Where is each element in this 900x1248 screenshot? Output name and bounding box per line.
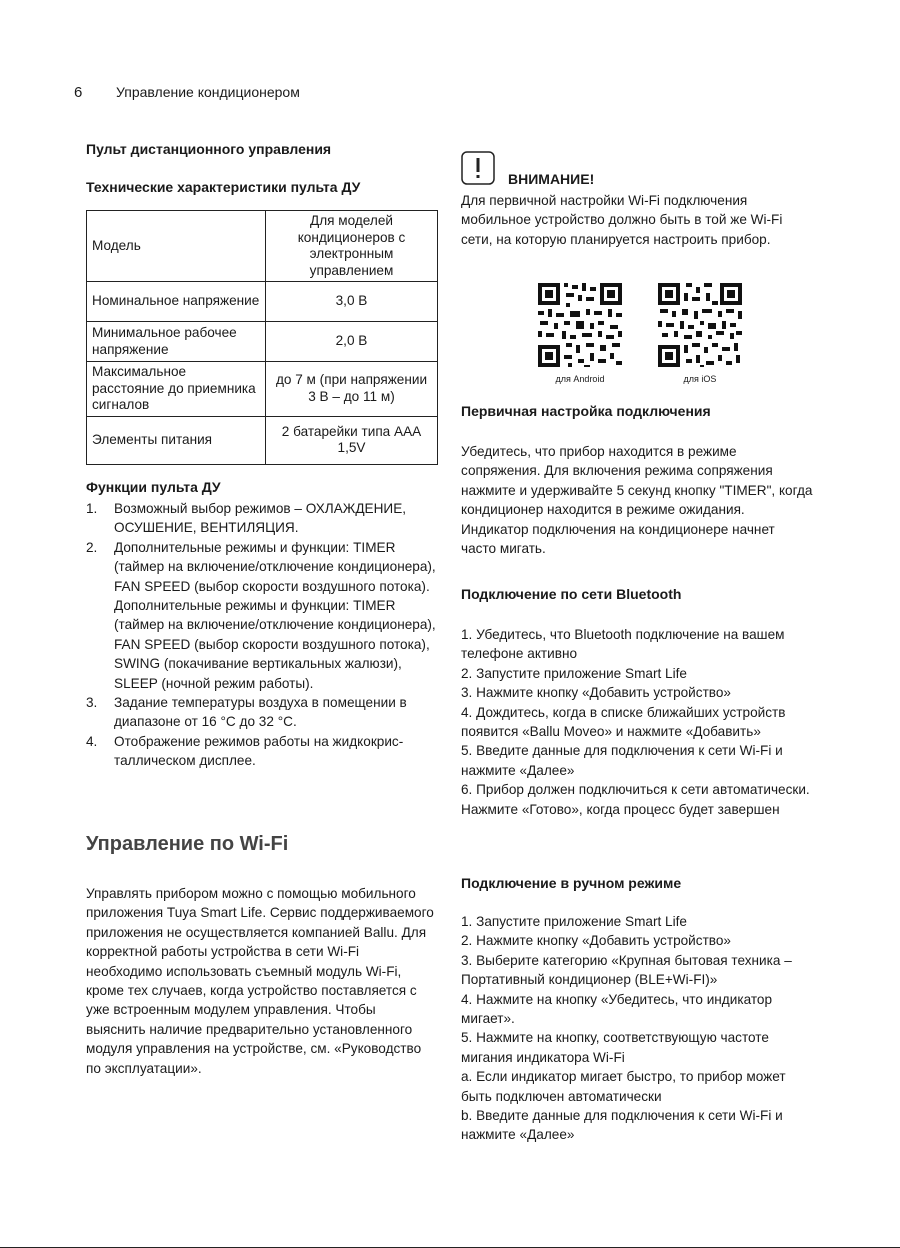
functions-list xyxy=(86,499,438,771)
spec-table xyxy=(86,210,438,465)
qr-android[interactable] xyxy=(536,281,624,384)
list-item: 2. Нажмите кнопку «Добавить устройство» xyxy=(461,933,731,949)
qr-code-icon xyxy=(536,281,624,369)
bluetooth-title: Подключение по сети Bluetooth xyxy=(461,586,682,602)
list-item xyxy=(86,732,438,771)
list-item: a. Если индикатор мигает быстро, то прибор может быть подключен автоматически xyxy=(461,1069,786,1104)
table-row xyxy=(87,416,438,464)
list-text: Задание температуры воздуха в помещении в диапазоне от 16 °С до 32 °С. xyxy=(114,695,407,730)
list-text: Дополнительные режимы и функции: TIMER (таймер на включение/отключение кондиционера), FAN SPEED (выбор скорости воздушного потока), SWING (покачивание вертикальных жалюзи), SLEEP (ночной режим работы). xyxy=(114,598,436,691)
table-cell: Максимальное расстояние до приемника сигналов xyxy=(87,362,266,417)
setup-title: Первичная настройка подключения xyxy=(461,403,711,419)
list-number: 3. xyxy=(86,695,98,711)
list-item xyxy=(86,538,438,596)
running-title: Управление кондиционером xyxy=(116,84,300,100)
table-row xyxy=(87,211,438,282)
list-item: b. Введите данные для подключения к сети Wi-Fi и нажмите «Далее» xyxy=(461,1108,783,1143)
list-number: 2. xyxy=(86,539,98,555)
setup-text: Убедитесь, что прибор находится в режиме сопряжения. Для включения режима сопряжения нажмите и удерживайте 5 секунд кнопку "TIMER", когда кондиционер находится в режиме ожидания. Индикатор подключения на кондиционере начнет часто мигать. xyxy=(461,444,813,557)
qr-ios-caption: для iOS xyxy=(683,374,717,384)
table-cell: 3,0 В xyxy=(266,282,438,322)
list-item: 1. Запустите приложение Smart Life xyxy=(461,914,687,929)
list-item: 5. Нажмите на кнопку, соответствующую частоте мигания индикатора Wi-Fi xyxy=(461,1030,769,1065)
list-text: Отображение режимов работы на жидкокрис-таллическом дисплее. xyxy=(114,733,404,769)
list-text: Дополнительные режимы и функции: TIMER (таймер на включение/отключение кондиционера), FAN SPEED (выбор скорости воздушного потока). xyxy=(114,539,436,594)
table-row xyxy=(87,362,438,417)
wifi-title: Управление по Wi-Fi xyxy=(86,833,289,855)
table-cell: до 7 м (при напряжении 3 В – до 11 м) xyxy=(266,362,438,417)
table-row xyxy=(87,282,438,322)
manual-title: Подключение в ручном режиме xyxy=(461,875,682,891)
table-cell: 2,0 В xyxy=(266,322,438,362)
bluetooth-steps xyxy=(461,625,817,819)
table-row xyxy=(87,322,438,362)
list-item xyxy=(86,499,438,538)
page-number: 6 xyxy=(74,84,83,101)
wifi-text: Управлять прибором можно с помощью мобильного приложения Tuya Smart Life. Сервис поддерживаемого приложения не осуществляется компанией Ballu. Для корректной работы устройства в сети Wi-Fi необходимо использовать съемный модуль Wi-Fi, кроме тех случаев, когда устройство поставляется с уже встроенным модулем управления. Чтобы выяснить наличие предварительно установленного модуля управления на устройстве, см. «Руководство по эксплуатации». xyxy=(86,886,434,1076)
warning-icon xyxy=(461,151,495,185)
qr-ios[interactable] xyxy=(656,281,744,384)
table-cell: Для моделей кондиционеров с электронным управлением xyxy=(266,211,438,282)
table-cell: Модель xyxy=(87,211,266,282)
warning-title: ВНИМАНИЕ! xyxy=(508,171,595,187)
list-item: 4. Дождитесь, когда в списке ближайших устройств появится «Ballu Moveo» и нажмите «Добавить» xyxy=(461,704,786,740)
table-cell: Минимальное рабочее напряжение xyxy=(87,322,266,362)
functions-title: Функции пульта ДУ xyxy=(86,479,221,495)
table-cell: Элементы питания xyxy=(87,416,266,464)
list-number: 1. xyxy=(86,501,98,516)
list-item: 3. Нажмите кнопку «Добавить устройство» xyxy=(461,685,731,701)
list-item: 3. Выберите категорию «Крупная бытовая техника – Портативный кондиционер (BLE+Wi-FI)» xyxy=(461,952,792,988)
list-item xyxy=(86,596,438,693)
list-item: 6. Прибор должен подключиться к сети автоматически. Нажмите «Готово», когда процесс будет завершен xyxy=(461,782,810,817)
table-cell: Номинальное напряжение xyxy=(87,282,266,322)
section-title: Пульт дистанционного управления xyxy=(86,141,332,157)
list-item: 4. Нажмите на кнопку «Убедитесь, что индикатор мигает». xyxy=(461,991,773,1027)
list-item xyxy=(86,693,438,732)
spec-title: Технические характеристики пульта ДУ xyxy=(86,179,361,195)
warning-text: Для первичной настройки Wi-Fi подключения мобильное устройство должно быть в той же Wi-Fi сети, на которую планируется настроить прибор. xyxy=(461,193,783,247)
manual-steps xyxy=(461,912,817,1145)
list-item: 1. Убедитесь, что Bluetooth подключение на вашем телефоне активно xyxy=(461,627,785,662)
list-number: 4. xyxy=(86,733,98,749)
list-item: 5. Введите данные для подключения к сети Wi-Fi и нажмите «Далее» xyxy=(461,743,783,778)
list-item: 2. Запустите приложение Smart Life xyxy=(461,665,687,681)
qr-android-caption: для Android xyxy=(555,374,605,384)
list-text: Возможный выбор режимов – ОХЛАЖДЕНИЕ, ОСУШЕНИЕ, ВЕНТИЛЯЦИЯ. xyxy=(114,501,407,536)
qr-code-icon xyxy=(656,281,744,369)
table-cell: 2 батарейки типа ААА 1,5V xyxy=(266,416,438,464)
